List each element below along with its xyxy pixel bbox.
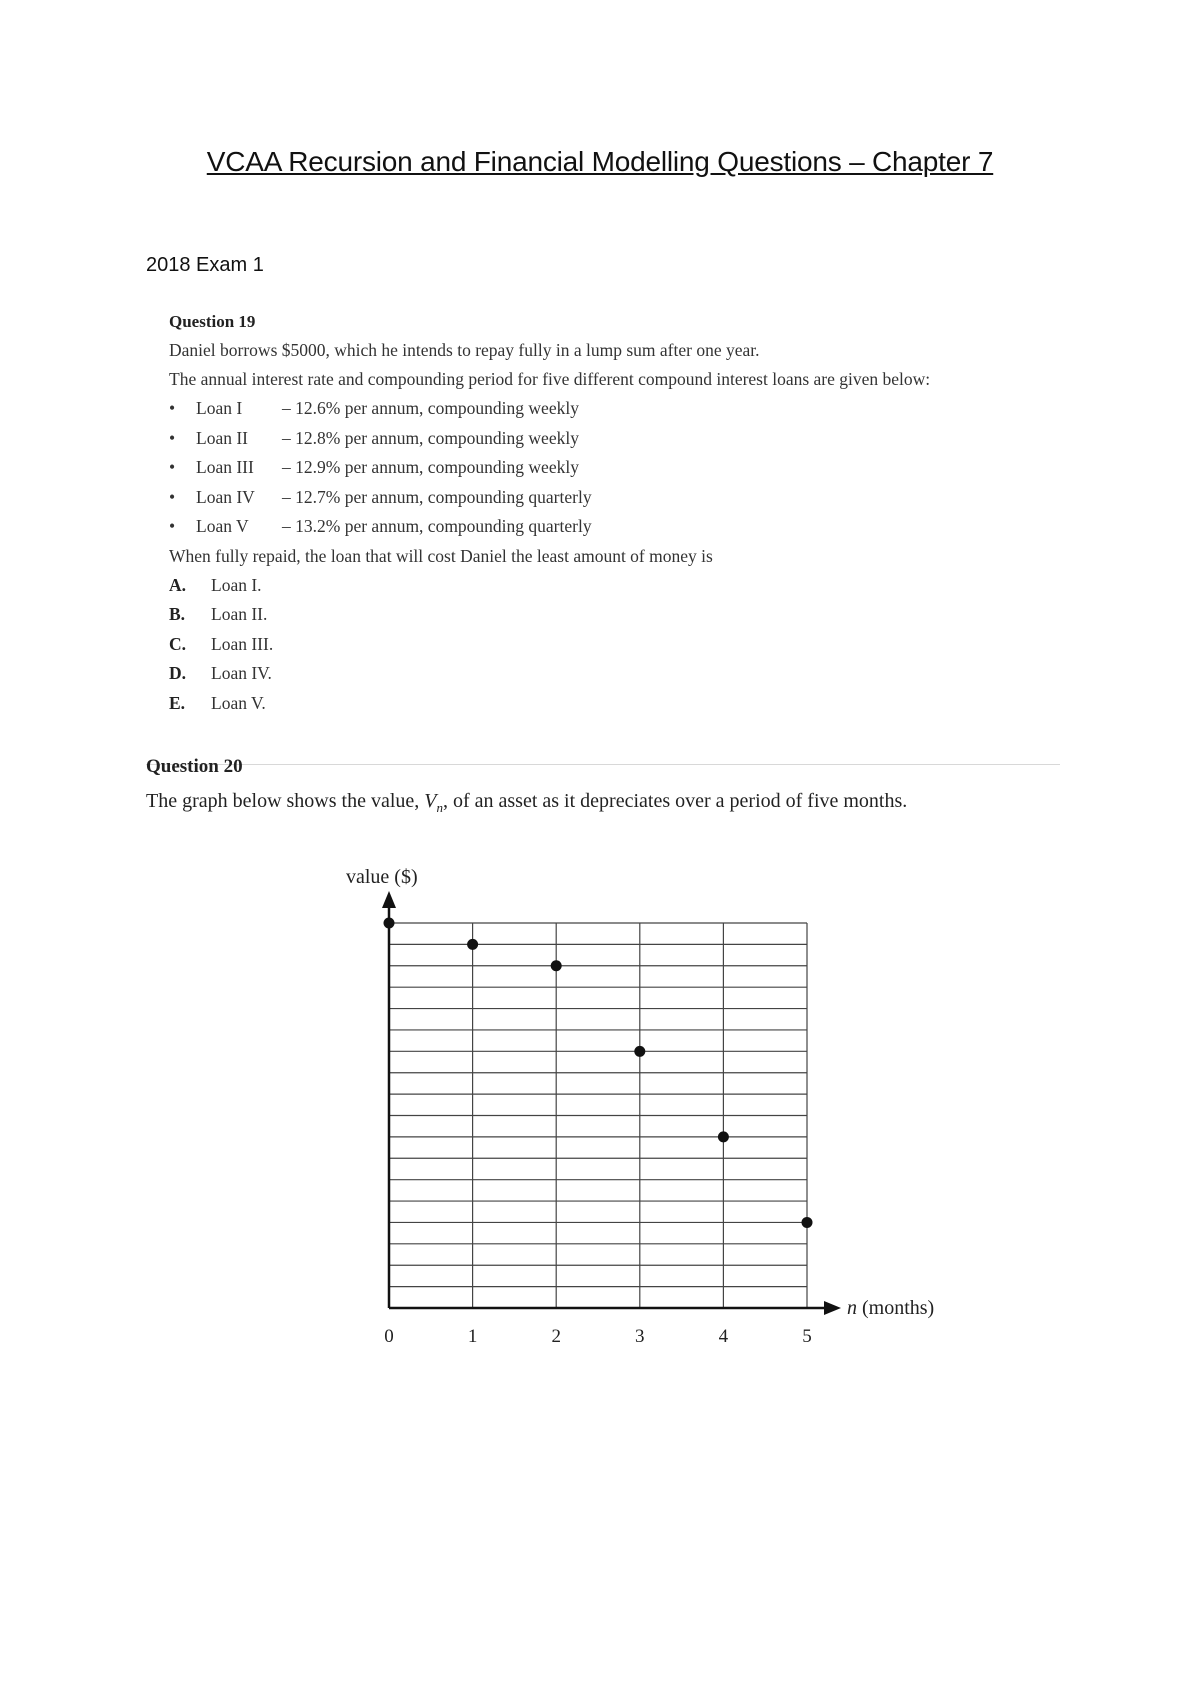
x-tick-label: 5 [802, 1326, 812, 1347]
loan-detail: – 12.7% per annum, compounding quarterly [282, 486, 592, 507]
question-19-prompt: When fully repaid, the loan that will cost Daniel the least amount of money is [169, 545, 713, 566]
bullet-icon: • [169, 398, 176, 418]
x-axis-label-text: (months) [857, 1297, 935, 1319]
loan-detail: – 12.8% per annum, compounding weekly [282, 427, 579, 448]
loan-name: Loan III [196, 457, 254, 477]
stem-text-before: The graph below shows the value, [146, 790, 425, 812]
chart-axes [382, 891, 841, 1315]
loan-detail: – 12.9% per annum, compounding weekly [282, 457, 579, 477]
x-tick-label: 1 [467, 1326, 478, 1347]
question-19-intro: Daniel borrows $5000, which he intends to repay fully in a lump sum after one year. [169, 340, 760, 360]
option-letter: A. [169, 574, 187, 595]
bullet-icon: • [169, 427, 176, 448]
x-axis-label-variable: n [847, 1297, 857, 1319]
y-axis-arrowhead-icon [382, 891, 396, 908]
x-tick-label: 2 [551, 1326, 561, 1347]
data-point [634, 1046, 645, 1057]
loan-name: Loan I [196, 398, 243, 418]
document-title: VCAA Recursion and Financial Modelling Questions – Chapter 7 [206, 146, 994, 177]
question-20-heading: Question 20 [146, 756, 243, 777]
data-point [384, 918, 395, 929]
stem-text-after: , of an asset as it depreciates over a period of five months. [442, 790, 908, 812]
data-point [718, 1131, 729, 1142]
x-tick-label: 0 [384, 1326, 394, 1347]
data-point [467, 939, 478, 950]
option-letter: C. [169, 633, 187, 654]
x-axis-label [847, 1297, 934, 1319]
stem-variable: V [424, 790, 437, 812]
option-text: Loan III. [211, 633, 274, 654]
data-point [802, 1217, 813, 1228]
data-point [551, 960, 562, 971]
option-letter: D. [169, 663, 187, 683]
loan-detail: – 12.6% per annum, compounding weekly [282, 398, 579, 418]
chart-grid [389, 923, 807, 1308]
loan-name: Loan II [196, 427, 248, 448]
stem-subscript: n [436, 800, 443, 815]
option-letter: B. [169, 604, 186, 624]
x-tick-label: 3 [635, 1326, 645, 1347]
question-19-heading: Question 19 [169, 312, 256, 331]
loan-name: Loan V [196, 516, 249, 536]
x-tick-label: 4 [718, 1326, 729, 1347]
option-letter: E. [169, 692, 186, 713]
exam-label: 2018 Exam 1 [146, 254, 264, 276]
loan-detail: – 13.2% per annum, compounding quarterly [282, 516, 592, 536]
bullet-icon: • [169, 486, 176, 507]
option-text: Loan IV. [211, 663, 272, 683]
option-text: Loan II. [211, 604, 268, 624]
loan-name: Loan IV [196, 486, 255, 507]
option-text: Loan I. [211, 574, 262, 595]
x-tick-labels [384, 1326, 812, 1347]
y-axis-label: value ($) [346, 866, 418, 888]
bullet-icon: • [169, 457, 176, 477]
option-text: Loan V. [211, 692, 266, 713]
x-axis-arrowhead-icon [824, 1301, 841, 1315]
question-19-context: The annual interest rate and compounding period for five different compound interest loans are given below: [169, 369, 931, 389]
bullet-icon: • [169, 516, 176, 536]
